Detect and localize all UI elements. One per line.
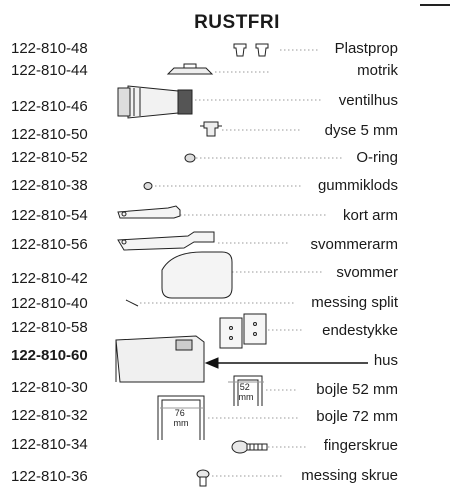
part-number-30: 122-810-30 bbox=[11, 379, 88, 396]
hus-icon bbox=[116, 336, 204, 382]
ventilhus-icon bbox=[118, 86, 192, 118]
part-name-messing-skrue: messing skrue bbox=[301, 467, 398, 484]
dim-52-line1: 52 bbox=[239, 382, 250, 392]
part-name-svommerarm: svommerarm bbox=[310, 236, 398, 253]
part-number-40: 122-810-40 bbox=[11, 295, 88, 312]
part-number-52: 122-810-52 bbox=[11, 149, 88, 166]
dim-52-line2: mm bbox=[238, 392, 254, 402]
part-number-56: 122-810-56 bbox=[11, 236, 88, 253]
part-number-38: 122-810-38 bbox=[11, 177, 88, 194]
kort-arm-icon bbox=[118, 206, 180, 218]
part-name-plastprop: Plastprop bbox=[334, 40, 398, 57]
part-number-44: 122-810-44 bbox=[11, 62, 88, 79]
part-number-34: 122-810-34 bbox=[11, 436, 88, 453]
gummiklods-icon bbox=[144, 183, 152, 190]
part-number-58: 122-810-58 bbox=[11, 319, 88, 336]
part-number-54: 122-810-54 bbox=[11, 207, 88, 224]
messing-split-icon bbox=[126, 300, 138, 306]
part-name-kort-arm: kort arm bbox=[342, 207, 398, 224]
part-name-fingerskrue: fingerskrue bbox=[323, 437, 398, 454]
dim-76-line1: 76 bbox=[174, 408, 185, 418]
part-number-50: 122-810-50 bbox=[11, 126, 88, 143]
part-name-dyse: dyse 5 mm bbox=[324, 122, 398, 139]
dim-76-line2: mm bbox=[173, 418, 189, 428]
dyse-icon bbox=[200, 122, 222, 136]
part-name-endestykke: endestykke bbox=[322, 322, 398, 339]
part-number-42: 122-810-42 bbox=[11, 270, 88, 287]
messing-skrue-icon bbox=[197, 470, 209, 486]
part-name-messing-split: messing split bbox=[311, 294, 398, 311]
part-name-hus: hus bbox=[373, 352, 398, 369]
o-ring-icon bbox=[185, 154, 195, 162]
diagram-title: RUSTFRI bbox=[194, 12, 280, 33]
motrik-icon bbox=[168, 64, 212, 74]
part-name-o-ring: O-ring bbox=[356, 149, 398, 166]
part-name-bojle-72: bojle 72 mm bbox=[316, 408, 398, 425]
part-number-48: 122-810-48 bbox=[11, 40, 88, 57]
endestykke-icon bbox=[220, 314, 266, 348]
part-number-32: 122-810-32 bbox=[11, 407, 88, 424]
fingerskrue-icon bbox=[232, 441, 267, 453]
plastprop-icon bbox=[234, 44, 268, 56]
part-name-bojle-52: bojle 52 mm bbox=[316, 381, 398, 398]
dim-label-52 bbox=[239, 382, 254, 402]
svommer-icon bbox=[162, 252, 232, 298]
svommerarm-icon bbox=[118, 232, 214, 250]
part-name-ventilhus: ventilhus bbox=[338, 92, 398, 109]
part-number-46: 122-810-46 bbox=[11, 98, 88, 115]
part-name-gummiklods: gummiklods bbox=[317, 177, 398, 194]
part-name-svommer: svommer bbox=[336, 264, 398, 281]
part-number-60: 122-810-60 bbox=[11, 347, 88, 364]
part-number-36: 122-810-36 bbox=[11, 468, 88, 485]
hus-arrow bbox=[206, 358, 368, 368]
part-name-motrik: motrik bbox=[357, 62, 398, 79]
dim-label-76 bbox=[174, 408, 189, 428]
